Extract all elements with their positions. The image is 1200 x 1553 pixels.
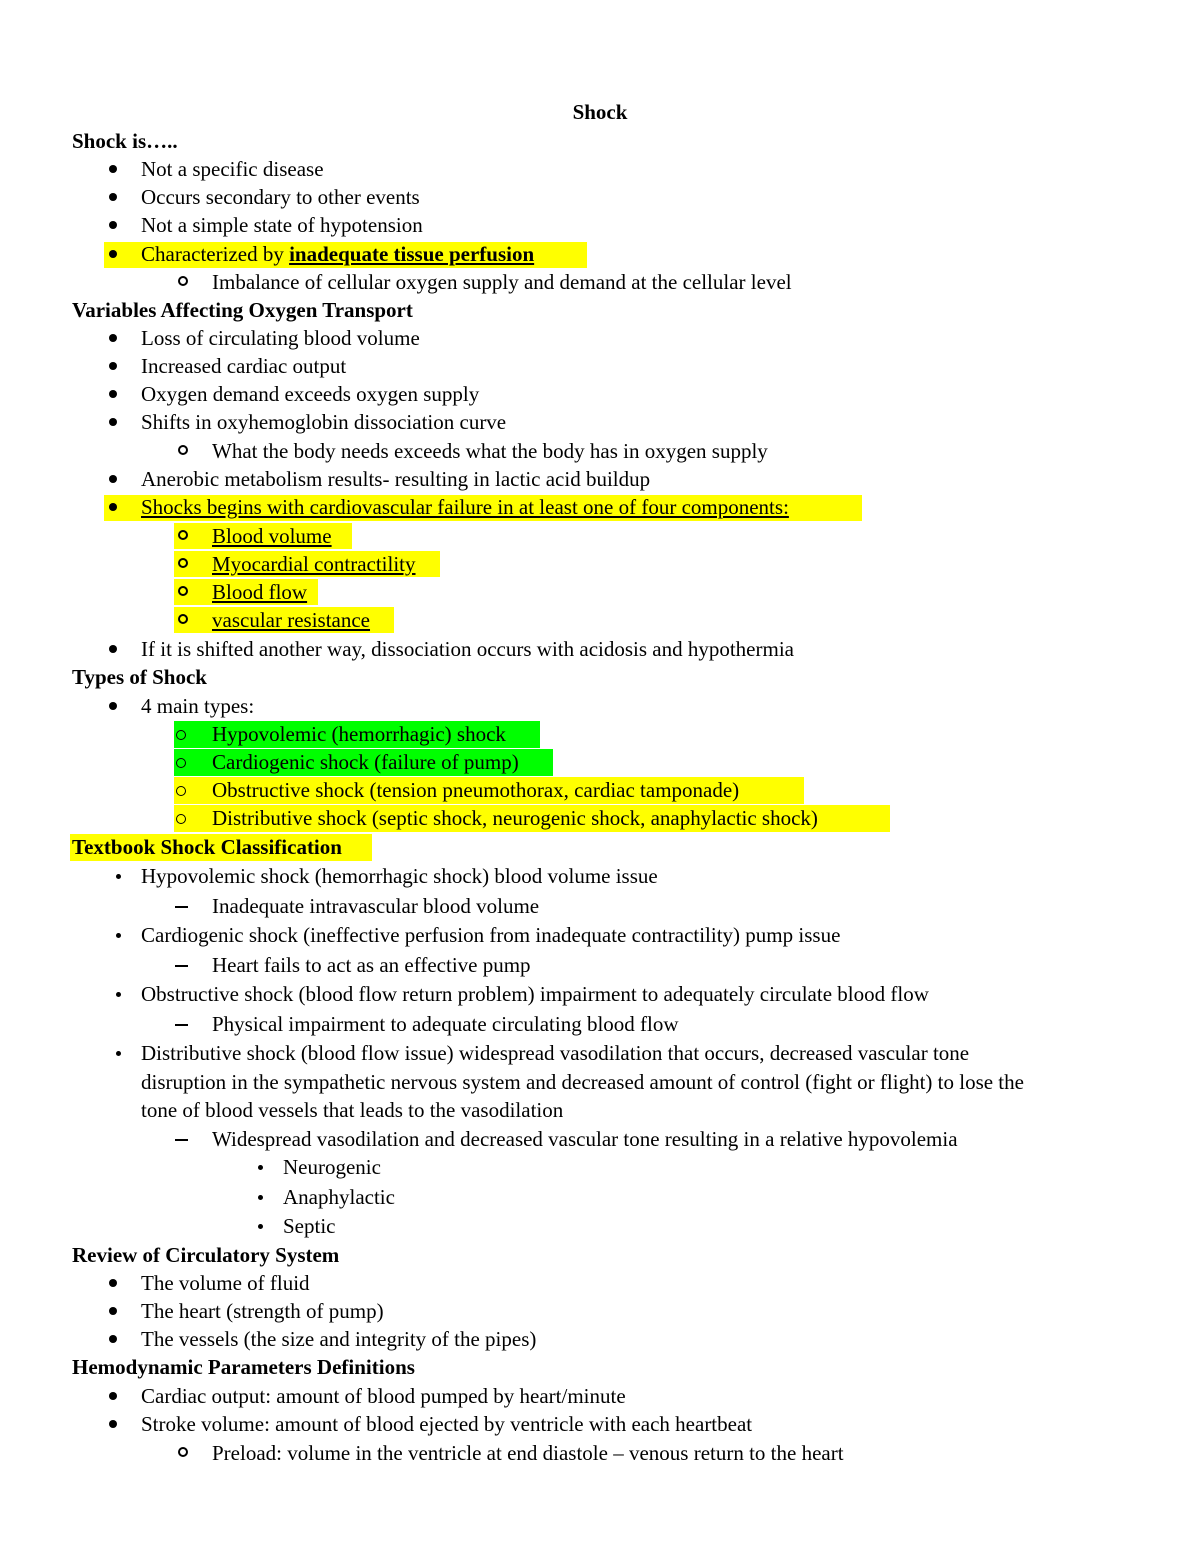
bullet-icon xyxy=(109,165,117,173)
bullet-icon xyxy=(258,1195,263,1200)
list-item-highlighted xyxy=(141,242,534,266)
list-item: 4 main types: xyxy=(141,694,255,718)
bullet-icon xyxy=(109,645,117,653)
sub-sub-list-item: Septic xyxy=(283,1214,336,1238)
list-item: Loss of circulating blood volume xyxy=(141,326,420,350)
list-item: Anerobic metabolism results- resulting in lactic acid buildup xyxy=(141,467,651,491)
sub-list-item: Widespread vasodilation and decreased vascular tone resulting in a relative hypovolemia xyxy=(212,1127,958,1151)
sub-list-item: Blood volume xyxy=(212,524,332,548)
bullet-icon xyxy=(109,475,117,483)
sub-list-item: Distributive shock (septic shock, neurogenic shock, anaphylactic shock) xyxy=(212,806,818,830)
list-item-highlighted: Shocks begins with cardiovascular failure in at least one of four components: xyxy=(141,495,789,519)
sub-list-item: Cardiogenic shock (failure of pump) xyxy=(212,750,519,774)
bullet-icon xyxy=(109,193,117,201)
list-item: The volume of fluid xyxy=(141,1271,310,1295)
bullet-icon xyxy=(116,933,121,938)
section-heading-review: Review of Circulatory System xyxy=(72,1243,340,1267)
sub-list-item: Obstructive shock (tension pneumothorax, cardiac tamponade) xyxy=(212,778,740,802)
bullet-icon xyxy=(109,1307,117,1315)
list-item: Cardiogenic shock (ineffective perfusion from inadequate contractility) pump issue xyxy=(141,923,841,947)
dash-bullet-icon xyxy=(175,965,188,967)
bullet-icon xyxy=(116,1051,121,1056)
list-item: Increased cardiac output xyxy=(141,354,347,378)
sub-list-item: vascular resistance xyxy=(212,608,371,632)
section-heading-variables: Variables Affecting Oxygen Transport xyxy=(72,298,413,322)
bullet-icon xyxy=(258,1224,263,1229)
bullet-icon xyxy=(109,702,117,710)
sub-bullet-icon xyxy=(178,276,188,286)
bullet-icon xyxy=(258,1165,263,1170)
sub-list-item: Myocardial contractility xyxy=(212,552,416,576)
dash-bullet-icon xyxy=(175,906,188,908)
sub-list-item: Blood flow xyxy=(212,580,308,604)
list-item: Not a specific disease xyxy=(141,157,324,181)
bullet-icon xyxy=(109,362,117,370)
bullet-icon xyxy=(109,503,117,511)
page-title: Shock xyxy=(572,100,628,124)
list-item: Oxygen demand exceeds oxygen supply xyxy=(141,382,480,406)
sub-bullet-icon xyxy=(176,786,186,796)
section-heading-shock-is: Shock is….. xyxy=(72,129,178,153)
list-item: Hypovolemic shock (hemorrhagic shock) blood volume issue xyxy=(141,864,658,888)
section-heading-types: Types of Shock xyxy=(72,665,207,689)
sub-list-item: Inadequate intravascular blood volume xyxy=(212,894,540,918)
list-item-text: Characterized by xyxy=(141,242,290,266)
list-item: Distributive shock (blood flow issue) widespread vasodilation that occurs, decreased vascular tone xyxy=(141,1041,970,1065)
section-heading-hemodynamic: Hemodynamic Parameters Definitions xyxy=(72,1355,415,1379)
emphasis-text: inadequate tissue perfusion xyxy=(289,242,535,266)
list-item: If it is shifted another way, dissociation occurs with acidosis and hypothermia xyxy=(141,637,794,661)
sub-bullet-icon xyxy=(178,530,188,540)
bullet-icon xyxy=(116,992,121,997)
bullet-icon xyxy=(109,418,117,426)
sub-sub-list-item: Neurogenic xyxy=(283,1155,381,1179)
bullet-icon xyxy=(109,1392,117,1400)
bullet-icon xyxy=(109,221,117,229)
bullet-icon xyxy=(109,250,117,258)
list-item-continued: tone of blood vessels that leads to the vasodilation xyxy=(141,1098,564,1122)
sub-bullet-icon xyxy=(176,730,186,740)
list-item: Shifts in oxyhemoglobin dissociation curve xyxy=(141,410,507,434)
list-item: Obstructive shock (blood flow return problem) impairment to adequately circulate blood flow xyxy=(141,982,929,1006)
list-item: Stroke volume: amount of blood ejected by ventricle with each heartbeat xyxy=(141,1412,753,1436)
sub-bullet-icon xyxy=(178,586,188,596)
bullet-icon xyxy=(109,1420,117,1428)
list-item: The heart (strength of pump) xyxy=(141,1299,384,1323)
list-item: Occurs secondary to other events xyxy=(141,185,420,209)
sub-bullet-icon xyxy=(178,1447,188,1457)
bullet-icon xyxy=(109,334,117,342)
list-item: Cardiac output: amount of blood pumped by heart/minute xyxy=(141,1384,626,1408)
bullet-icon xyxy=(109,1335,117,1343)
sub-list-item: What the body needs exceeds what the body has in oxygen supply xyxy=(212,439,768,463)
sub-list-item: Physical impairment to adequate circulating blood flow xyxy=(212,1012,679,1036)
bullet-icon xyxy=(109,1279,117,1287)
sub-bullet-icon xyxy=(176,758,186,768)
list-item-continued: disruption in the sympathetic nervous system and decreased amount of control (fight or flight) to lose the xyxy=(141,1070,1024,1094)
sub-bullet-icon xyxy=(178,558,188,568)
sub-sub-list-item: Anaphylactic xyxy=(283,1185,395,1209)
dash-bullet-icon xyxy=(175,1024,188,1026)
sub-list-item: Preload: volume in the ventricle at end diastole – venous return to the heart xyxy=(212,1441,844,1465)
sub-bullet-icon xyxy=(178,614,188,624)
sub-list-item: Imbalance of cellular oxygen supply and demand at the cellular level xyxy=(212,270,792,294)
sub-list-item: Hypovolemic (hemorrhagic) shock xyxy=(212,722,506,746)
sub-bullet-icon xyxy=(176,814,186,824)
bullet-icon xyxy=(109,390,117,398)
list-item: The vessels (the size and integrity of the pipes) xyxy=(141,1327,537,1351)
sub-bullet-icon xyxy=(178,445,188,455)
bullet-icon xyxy=(116,874,121,879)
section-heading-textbook: Textbook Shock Classification xyxy=(72,835,342,859)
sub-list-item: Heart fails to act as an effective pump xyxy=(212,953,531,977)
dash-bullet-icon xyxy=(175,1139,188,1141)
list-item: Not a simple state of hypotension xyxy=(141,213,423,237)
